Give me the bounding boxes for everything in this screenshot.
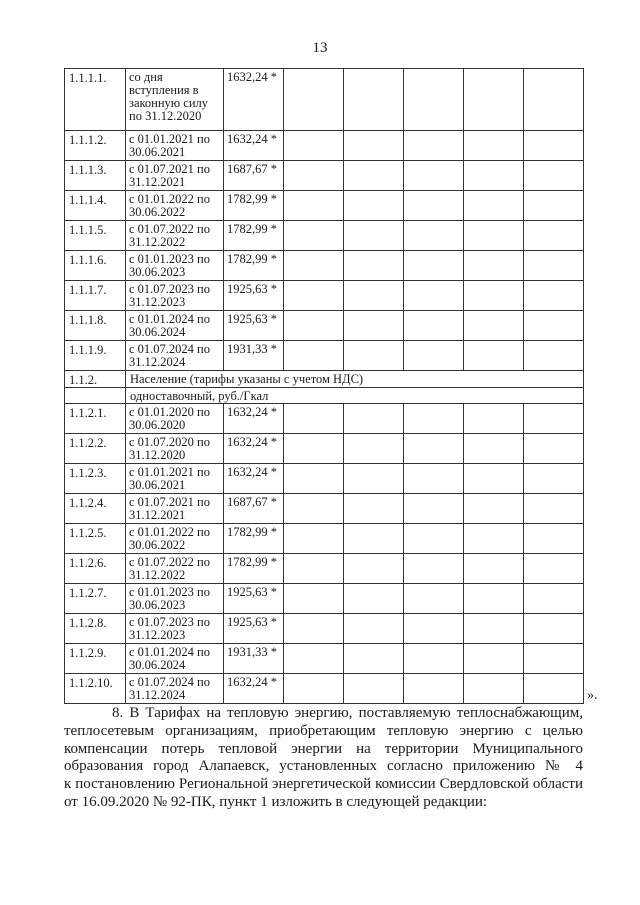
table-row <box>65 614 584 644</box>
period-cell: с 01.07.2021 по 31.12.2021 <box>126 494 224 524</box>
tariff-value: 1925,63 * <box>224 584 284 614</box>
empty-cell <box>524 251 584 281</box>
empty-cell <box>524 69 584 131</box>
empty-cell <box>404 644 464 674</box>
paragraph-line: к постановлению Региональной энергетической комиссии Свердловской области <box>64 776 583 793</box>
empty-cell <box>404 434 464 464</box>
table-row <box>65 464 584 494</box>
period-cell: с 01.01.2024 по 30.06.2024 <box>126 311 224 341</box>
empty-cell <box>464 191 524 221</box>
period-cell: с 01.07.2021 по 31.12.2021 <box>126 161 224 191</box>
table-row <box>65 674 584 704</box>
empty-cell <box>524 311 584 341</box>
empty-cell <box>524 191 584 221</box>
period-cell: с 01.07.2023 по 31.12.2023 <box>126 614 224 644</box>
table-row <box>65 524 584 554</box>
row-number: 1.1.2.8. <box>65 614 126 644</box>
row-number: 1.1.1.8. <box>65 311 126 341</box>
empty-cell <box>524 464 584 494</box>
tariff-value: 1632,24 * <box>224 404 284 434</box>
empty-cell <box>284 524 344 554</box>
empty-cell <box>464 644 524 674</box>
tariff-value: 1931,33 * <box>224 341 284 371</box>
paragraph-line: образования город Алапаевск, установленных согласно приложению № 4 <box>64 758 583 775</box>
empty-cell <box>344 494 404 524</box>
tariff-value: 1925,63 * <box>224 614 284 644</box>
row-number: 1.1.1.7. <box>65 281 126 311</box>
empty-cell <box>464 221 524 251</box>
empty-cell <box>404 494 464 524</box>
amendment-paragraph <box>64 705 583 812</box>
empty-cell <box>344 69 404 131</box>
empty-cell <box>344 311 404 341</box>
empty-cell <box>344 674 404 704</box>
empty-cell <box>344 191 404 221</box>
tariff-value: 1632,24 * <box>224 131 284 161</box>
empty-cell <box>284 644 344 674</box>
table-row <box>65 554 584 584</box>
table-row <box>65 69 584 131</box>
table-row <box>65 281 584 311</box>
period-cell: с 01.01.2023 по 30.06.2023 <box>126 584 224 614</box>
table-row <box>65 388 584 404</box>
empty-cell <box>404 341 464 371</box>
table-row <box>65 584 584 614</box>
empty-cell <box>344 584 404 614</box>
empty-cell <box>344 614 404 644</box>
row-number: 1.1.2.9. <box>65 644 126 674</box>
empty-cell <box>404 191 464 221</box>
empty-cell <box>524 404 584 434</box>
empty-cell <box>344 281 404 311</box>
empty-cell <box>344 554 404 584</box>
empty-cell <box>404 161 464 191</box>
paragraph-line: 8. В Тарифах на тепловую энергию, поставляемую теплоснабжающим, <box>112 705 583 721</box>
empty-cell <box>404 251 464 281</box>
period-cell: с 01.07.2022 по 31.12.2022 <box>126 221 224 251</box>
table-row <box>65 341 584 371</box>
empty-cell <box>344 161 404 191</box>
empty-cell <box>284 251 344 281</box>
empty-cell <box>404 614 464 644</box>
empty-cell <box>464 584 524 614</box>
period-cell: с 01.07.2020 по 31.12.2020 <box>126 434 224 464</box>
empty-cell <box>284 554 344 584</box>
empty-cell <box>284 464 344 494</box>
tariff-value: 1782,99 * <box>224 554 284 584</box>
empty-cell <box>284 69 344 131</box>
empty-cell <box>464 674 524 704</box>
section-header: Население (тарифы указаны с учетом НДС) <box>126 371 584 388</box>
period-cell: с 01.01.2022 по 30.06.2022 <box>126 191 224 221</box>
empty-cell <box>284 191 344 221</box>
tariff-value: 1782,99 * <box>224 191 284 221</box>
empty-cell <box>464 311 524 341</box>
table-row <box>65 404 584 434</box>
tariff-value: 1632,24 * <box>224 434 284 464</box>
empty-cell <box>344 341 404 371</box>
empty-cell <box>524 221 584 251</box>
paragraph-line: компенсации потерь тепловой энергии на территории Муниципального <box>64 740 583 757</box>
empty-cell <box>524 131 584 161</box>
empty-cell <box>344 434 404 464</box>
empty-cell <box>464 69 524 131</box>
empty-cell <box>464 161 524 191</box>
empty-cell <box>404 674 464 704</box>
empty-cell <box>344 251 404 281</box>
section-subheader: одноставочный, руб./Гкал <box>126 388 584 404</box>
row-number: 1.1.2.7. <box>65 584 126 614</box>
table-row <box>65 434 584 464</box>
empty-cell <box>284 221 344 251</box>
table-row <box>65 311 584 341</box>
empty-cell <box>344 221 404 251</box>
tariff-value: 1632,24 * <box>224 674 284 704</box>
row-number <box>65 388 126 404</box>
table-row <box>65 191 584 221</box>
empty-cell <box>404 524 464 554</box>
table-row <box>65 494 584 524</box>
row-number: 1.1.2.5. <box>65 524 126 554</box>
tariff-value: 1925,63 * <box>224 281 284 311</box>
empty-cell <box>284 674 344 704</box>
empty-cell <box>464 524 524 554</box>
row-number: 1.1.1.9. <box>65 341 126 371</box>
table-row <box>65 251 584 281</box>
empty-cell <box>344 131 404 161</box>
empty-cell <box>404 131 464 161</box>
empty-cell <box>284 131 344 161</box>
empty-cell <box>344 524 404 554</box>
empty-cell <box>284 404 344 434</box>
row-number: 1.1.2.1. <box>65 404 126 434</box>
empty-cell <box>464 251 524 281</box>
table-row <box>65 221 584 251</box>
empty-cell <box>524 554 584 584</box>
tariff-value: 1687,67 * <box>224 494 284 524</box>
empty-cell <box>464 614 524 644</box>
empty-cell <box>284 434 344 464</box>
period-cell: с 01.07.2022 по 31.12.2022 <box>126 554 224 584</box>
row-number: 1.1.2.4. <box>65 494 126 524</box>
table-row <box>65 644 584 674</box>
empty-cell <box>524 341 584 371</box>
empty-cell <box>524 281 584 311</box>
empty-cell <box>524 434 584 464</box>
tariff-value: 1925,63 * <box>224 311 284 341</box>
empty-cell <box>464 554 524 584</box>
row-number: 1.1.1.3. <box>65 161 126 191</box>
period-cell: с 01.07.2024 по 31.12.2024 <box>126 341 224 371</box>
period-cell: с 01.01.2020 по 30.06.2020 <box>126 404 224 434</box>
empty-cell <box>404 311 464 341</box>
empty-cell <box>524 674 584 704</box>
empty-cell <box>404 69 464 131</box>
row-number: 1.1.2.6. <box>65 554 126 584</box>
period-cell: с 01.01.2021 по 30.06.2021 <box>126 464 224 494</box>
tariff-value: 1931,33 * <box>224 644 284 674</box>
empty-cell <box>524 524 584 554</box>
period-cell: со дня вступления в законную силу по 31.12.2020 <box>126 69 224 131</box>
table-row <box>65 371 584 388</box>
empty-cell <box>344 464 404 494</box>
empty-cell <box>404 464 464 494</box>
row-number: 1.1.2.10. <box>65 674 126 704</box>
tariff-value: 1782,99 * <box>224 524 284 554</box>
empty-cell <box>404 584 464 614</box>
paragraph-line: теплосетевым организациям, приобретающим тепловую энергию с целью <box>64 722 583 739</box>
empty-cell <box>524 584 584 614</box>
row-number: 1.1.1.4. <box>65 191 126 221</box>
empty-cell <box>284 341 344 371</box>
empty-cell <box>404 404 464 434</box>
row-number: 1.1.1.2. <box>65 131 126 161</box>
empty-cell <box>464 494 524 524</box>
empty-cell <box>524 614 584 644</box>
empty-cell <box>344 404 404 434</box>
empty-cell <box>524 644 584 674</box>
empty-cell <box>284 161 344 191</box>
table-row <box>65 161 584 191</box>
period-cell: с 01.01.2023 по 30.06.2023 <box>126 251 224 281</box>
empty-cell <box>524 494 584 524</box>
empty-cell <box>284 281 344 311</box>
empty-cell <box>404 554 464 584</box>
empty-cell <box>464 341 524 371</box>
row-number: 1.1.1.6. <box>65 251 126 281</box>
closing-quote: ». <box>587 688 598 703</box>
row-number: 1.1.2. <box>65 371 126 388</box>
tariff-value: 1632,24 * <box>224 464 284 494</box>
period-cell: с 01.01.2022 по 30.06.2022 <box>126 524 224 554</box>
empty-cell <box>404 281 464 311</box>
period-cell: с 01.01.2021 по 30.06.2021 <box>126 131 224 161</box>
row-number: 1.1.2.2. <box>65 434 126 464</box>
row-number: 1.1.1.5. <box>65 221 126 251</box>
empty-cell <box>464 434 524 464</box>
tariff-table <box>64 68 584 704</box>
empty-cell <box>464 464 524 494</box>
empty-cell <box>464 131 524 161</box>
tariff-table-body <box>65 69 584 704</box>
table-row <box>65 131 584 161</box>
paragraph-line: от 16.09.2020 № 92-ПК, пункт 1 изложить в следующей редакции: <box>64 793 488 810</box>
period-cell: с 01.07.2023 по 31.12.2023 <box>126 281 224 311</box>
empty-cell <box>284 614 344 644</box>
tariff-value: 1782,99 * <box>224 251 284 281</box>
empty-cell <box>284 494 344 524</box>
period-cell: с 01.01.2024 по 30.06.2024 <box>126 644 224 674</box>
row-number: 1.1.2.3. <box>65 464 126 494</box>
empty-cell <box>524 161 584 191</box>
empty-cell <box>464 404 524 434</box>
page-number: 13 <box>312 40 328 56</box>
empty-cell <box>284 311 344 341</box>
empty-cell <box>404 221 464 251</box>
tariff-value: 1782,99 * <box>224 221 284 251</box>
tariff-value: 1632,24 * <box>224 69 284 131</box>
period-cell: с 01.07.2024 по 31.12.2024 <box>126 674 224 704</box>
empty-cell <box>464 281 524 311</box>
empty-cell <box>284 584 344 614</box>
tariff-value: 1687,67 * <box>224 161 284 191</box>
empty-cell <box>344 644 404 674</box>
row-number: 1.1.1.1. <box>65 69 126 131</box>
